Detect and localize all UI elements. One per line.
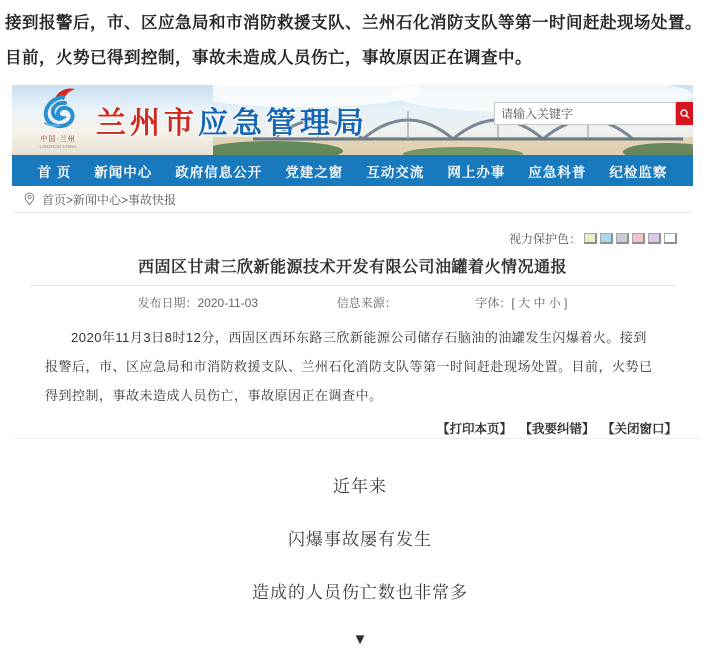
article-body: 2020年11月3日8时12分，西固区西环东路三欣新能源公司储存石脑油的油罐发生闪爆着火。接到报警后，市、区应急局和市消防救援支队、兰州石化消防支队等第一时间赶赴现场处置。目前，火势已得到控制，事故未造成人员伤亡，事故原因正在调查中。 bbox=[45, 330, 653, 403]
news-intro-paragraph: 接到报警后，市、区应急局和市消防救援支队、兰州石化消防支队等第一时间赶赴现场处置。目前，火势已得到控制，事故未造成人员伤亡，事故原因正在调查中。 bbox=[5, 14, 702, 67]
eye-protect-label: 视力保护色： bbox=[508, 232, 581, 246]
font-size-large-button[interactable]: 大 bbox=[518, 296, 531, 310]
outro-line-1: 近年来 bbox=[333, 477, 387, 496]
font-size-label: 字体：[ bbox=[475, 296, 515, 310]
outro-section bbox=[0, 472, 720, 648]
page-container bbox=[12, 85, 693, 437]
article-meta-row bbox=[138, 294, 568, 311]
nav-item-gov-info[interactable]: 政府信息公开 bbox=[175, 164, 263, 180]
logo-text-cn: 中国·兰州 bbox=[40, 136, 76, 143]
nav-item-party-building[interactable]: 党建之窗 bbox=[285, 164, 344, 180]
section-divider bbox=[15, 438, 700, 439]
eye-color-swatch-yellow[interactable] bbox=[584, 233, 597, 244]
outro-line-3: 造成的人员伤亡数也非常多 bbox=[252, 583, 468, 602]
publish-date: 发布日期：2020-11-03 bbox=[137, 296, 258, 310]
eye-color-swatch-purple[interactable] bbox=[648, 233, 661, 244]
print-page-button[interactable]: 【打印本页】 bbox=[436, 422, 512, 436]
eye-color-swatch-pink[interactable] bbox=[632, 233, 645, 244]
eye-color-swatch-blue[interactable] bbox=[600, 233, 613, 244]
info-source: 信息来源： bbox=[336, 296, 397, 310]
lanzhou-city-logo bbox=[22, 87, 94, 150]
logo-text-en: LANZHOU·CHINA bbox=[39, 144, 77, 150]
nav-item-news-center[interactable]: 新闻中心 bbox=[94, 164, 153, 180]
main-nav bbox=[12, 155, 693, 186]
eye-color-swatch-gray[interactable] bbox=[616, 233, 629, 244]
report-error-button[interactable]: 【我要纠错】 bbox=[519, 422, 595, 436]
search-input[interactable] bbox=[494, 102, 676, 125]
site-title-city: 兰州市 bbox=[96, 107, 198, 140]
title-divider bbox=[30, 285, 675, 286]
nav-item-online-services[interactable]: 网上办事 bbox=[447, 164, 506, 180]
location-pin-icon bbox=[24, 192, 35, 206]
site-title bbox=[96, 98, 368, 142]
site-banner bbox=[12, 85, 693, 155]
eye-protect-row bbox=[12, 230, 693, 247]
outro-line-2: 闪爆事故屡有发生 bbox=[288, 530, 432, 549]
font-size-medium-button[interactable]: 中 bbox=[533, 296, 546, 310]
site-title-bureau: 应急管理局 bbox=[198, 107, 368, 140]
search-icon bbox=[680, 109, 690, 119]
article-actions bbox=[12, 419, 693, 437]
article-title: 西固区甘肃三欣新能源技术开发有限公司油罐着火情况通报 bbox=[137, 259, 567, 276]
nav-item-emergency-science[interactable]: 应急科普 bbox=[528, 164, 587, 180]
nav-item-discipline-inspection[interactable]: 纪检监察 bbox=[609, 164, 668, 180]
breadcrumb[interactable]: 首页>新闻中心>事故快报 bbox=[42, 192, 177, 207]
close-window-button[interactable]: 【关闭窗口】 bbox=[601, 422, 677, 436]
nav-item-home[interactable]: 首 页 bbox=[37, 164, 72, 180]
nav-item-interaction[interactable]: 互动交流 bbox=[366, 164, 425, 180]
breadcrumb-bar bbox=[12, 186, 693, 213]
down-arrow-icon: ▼ bbox=[352, 631, 368, 648]
font-size-label-end: ] bbox=[564, 296, 568, 310]
lanzhou-logo-icon bbox=[35, 87, 81, 131]
search-bar bbox=[494, 102, 693, 125]
font-size-small-button[interactable]: 小 bbox=[548, 296, 561, 310]
eye-color-swatch-white[interactable] bbox=[664, 233, 677, 244]
font-size-control bbox=[475, 294, 567, 311]
search-button[interactable] bbox=[676, 102, 693, 125]
